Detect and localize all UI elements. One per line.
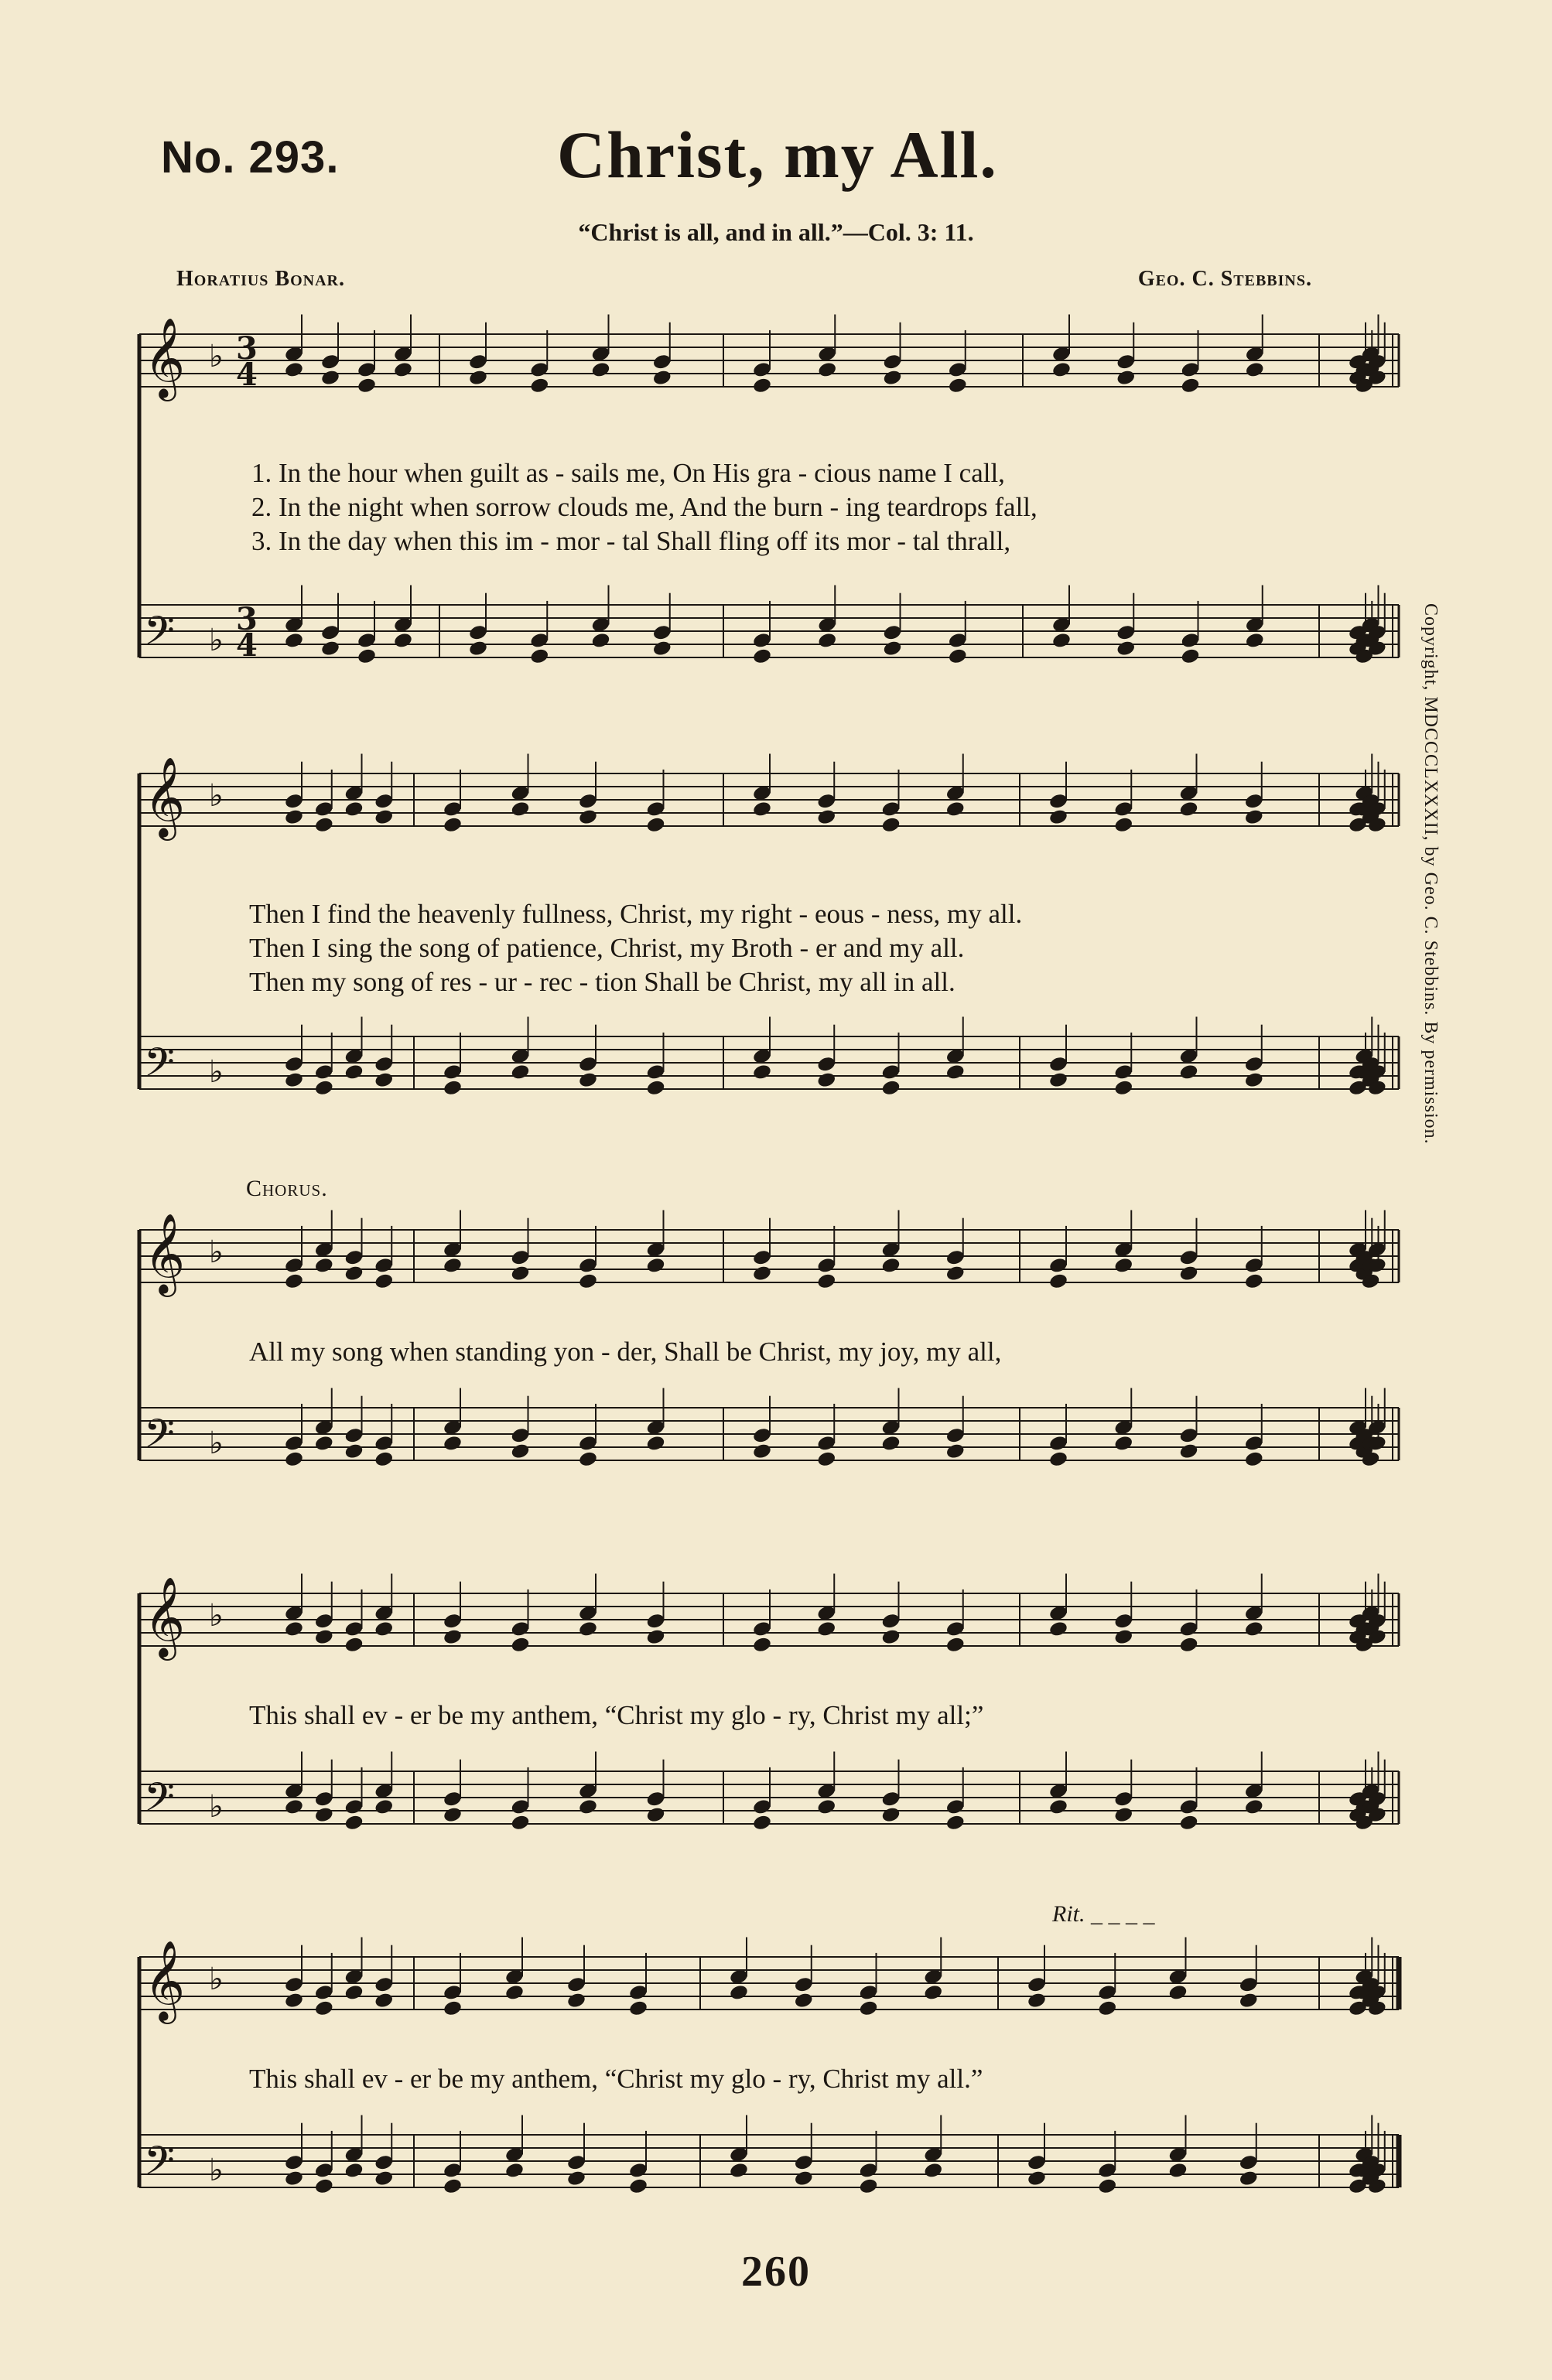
notehead [882,640,902,657]
time-signature-bottom: 4 [236,357,258,393]
notehead [510,1443,530,1460]
notehead [816,1620,836,1638]
notehead [344,1443,364,1460]
notehead [816,1798,836,1816]
notehead [374,2170,394,2187]
notehead [1239,2170,1259,2187]
verse-3-line-2: Then my song of res - ur - rec - tion Shall be Christ, my all in all. [249,967,955,997]
notehead [529,647,549,665]
notehead [443,1435,463,1453]
notehead [1116,369,1136,387]
notehead [652,640,672,657]
notehead [314,1079,334,1097]
notehead [578,1450,598,1468]
notehead [314,1999,334,2017]
notehead [1113,1628,1133,1646]
notehead [645,816,665,834]
notehead [1113,816,1133,834]
notehead [1178,1443,1198,1460]
notehead [1113,1806,1133,1824]
clef-icon: 𝄞 [144,1576,186,1658]
key-flat-icon: ♭ [209,623,224,658]
notehead [314,1806,334,1824]
notehead [443,816,463,834]
notehead [374,1620,394,1638]
notehead [590,361,610,379]
clef-icon: 𝄢 [144,1039,175,1096]
notehead [284,361,304,379]
notehead [752,1265,772,1282]
key-flat-icon: ♭ [209,1054,224,1090]
notehead [945,1443,966,1460]
notehead [1245,632,1265,650]
clef-icon: 𝄞 [144,317,186,399]
notehead [752,1636,772,1654]
notehead [374,1071,394,1089]
notehead [374,808,394,826]
notehead [578,1798,598,1816]
notehead [504,1984,525,2002]
notehead [1051,632,1072,650]
notehead [1167,1984,1188,2002]
notehead [817,632,837,650]
chorus-line-2: This shall ev - er be my anthem, “Christ my glo - ry, Christ my all;” [249,1700,984,1730]
key-flat-icon: ♭ [209,2153,224,2188]
notehead [284,1992,304,2010]
notehead [1048,1071,1068,1089]
notehead [880,1257,901,1275]
notehead [1178,1636,1198,1654]
notehead [880,1806,901,1824]
notehead [510,1064,530,1081]
verse-2-line-1: 2. In the night when sorrow clouds me, And the burn - ing teardrops fall, [251,492,1038,522]
page-number: 260 [741,2248,811,2296]
notehead [645,1257,665,1275]
composer-credit: Geo. C. Stebbins. [1137,267,1312,291]
notehead [1244,1450,1264,1468]
notehead [923,1984,943,2002]
notehead [566,1992,586,2010]
notehead [443,1806,463,1824]
notehead [344,1064,364,1081]
notehead [1244,808,1264,826]
chorus-label: Chorus. [246,1176,328,1201]
notehead [320,369,340,387]
notehead [314,816,334,834]
notehead [1239,1992,1259,2010]
notehead [1180,377,1200,394]
notehead [344,801,364,818]
chorus-line-3: This shall ev - er be my anthem, “Christ my glo - ry, Christ my all.” [249,2064,983,2094]
notehead [578,1620,598,1638]
notehead [923,2162,943,2180]
notehead [794,1992,814,2010]
notehead [284,1071,304,1089]
notehead [529,377,549,394]
time-signature-bottom: 4 [236,627,258,664]
notehead [1048,1450,1068,1468]
clef-icon: 𝄞 [144,756,186,838]
notehead [816,1450,836,1468]
clef-icon: 𝄢 [144,2137,175,2194]
notehead [1244,1071,1264,1089]
notehead [314,1257,334,1275]
key-flat-icon: ♭ [209,1598,224,1634]
notehead [344,1265,364,1282]
notehead [1180,647,1200,665]
notehead [344,1814,364,1832]
key-flat-icon: ♭ [209,1234,224,1270]
notehead [510,1265,530,1282]
notehead [752,801,772,818]
notehead [284,1272,304,1290]
notehead [443,1079,463,1097]
notehead [945,1814,966,1832]
notehead [948,377,968,394]
key-flat-icon: ♭ [209,339,224,374]
notehead [645,1628,665,1646]
key-flat-icon: ♭ [209,1789,224,1825]
notehead [1167,2162,1188,2180]
notehead [1178,1064,1198,1081]
notehead [1116,640,1136,657]
hymn-number: No. 293. [161,132,340,183]
notehead [816,1272,836,1290]
notehead [1244,1798,1264,1816]
notehead [945,801,966,818]
scripture-epigraph: “Christ is all, and in all.”—Col. 3: 11. [578,218,974,246]
notehead [393,632,413,650]
hymn-title: Christ, my All. [557,118,998,192]
notehead [948,647,968,665]
notehead [1048,1798,1068,1816]
notehead [578,1272,598,1290]
chorus-line-1: All my song when standing yon - der, Shall be Christ, my joy, my all, [249,1337,1002,1367]
clef-icon: 𝄞 [144,1940,186,2022]
time-signature-top: 3 [236,330,258,367]
verse-2-line-2: Then I sing the song of patience, Christ, my Broth - er and my all. [249,933,965,963]
notehead [284,1450,304,1468]
copyright-notice: Copyright, MDCCCLXXXII, by Geo. C. Stebbins. By permission. [1420,603,1441,1145]
notehead [645,1806,665,1824]
notehead [578,1071,598,1089]
notehead [374,1272,394,1290]
notehead [1178,1814,1198,1832]
notehead [1244,1620,1264,1638]
notehead [284,1620,304,1638]
clef-icon: 𝄞 [144,1213,186,1295]
notehead [882,369,902,387]
notehead [729,1984,749,2002]
notehead [357,647,377,665]
notehead [510,1636,530,1654]
key-flat-icon: ♭ [209,778,224,814]
notehead [510,1814,530,1832]
notehead [344,2162,364,2180]
verse-1-line-1: 1. In the hour when guilt as - sails me, On His gra - cious name I call, [251,458,1005,488]
notehead [1097,1999,1117,2017]
notehead [628,2177,648,2195]
notehead [1113,1435,1133,1453]
notehead [443,1257,463,1275]
notehead [945,1636,966,1654]
notehead [468,640,488,657]
notehead [320,640,340,657]
notehead [314,2177,334,2195]
notehead [374,1798,394,1816]
notehead [652,369,672,387]
verse-1-line-2: Then I find the heavenly fullness, Christ, my right - eous - ness, my all. [249,899,1023,929]
notehead [284,2170,304,2187]
notehead [945,1265,966,1282]
notehead [752,647,772,665]
notehead [284,808,304,826]
notehead [880,1079,901,1097]
notehead [794,2170,814,2187]
notehead [945,1064,966,1081]
notehead [1048,1620,1068,1638]
notehead [443,1628,463,1646]
notehead [1051,361,1072,379]
notehead [645,1079,665,1097]
notehead [374,1992,394,2010]
clef-icon: 𝄢 [144,1410,175,1467]
clef-icon: 𝄢 [144,1774,175,1831]
notehead [752,377,772,394]
notehead [443,1999,463,2017]
time-signature-top: 3 [236,601,258,637]
notehead [1048,808,1068,826]
notehead [858,1999,878,2017]
notehead [816,1071,836,1089]
notehead [817,361,837,379]
verse-3-line-1: 3. In the day when this im - mor - tal Shall fling off its mor - tal thrall, [251,526,1011,556]
notehead [468,369,488,387]
notehead [393,361,413,379]
notehead [566,2170,586,2187]
notehead [752,1064,772,1081]
notehead [729,2162,749,2180]
notehead [880,1628,901,1646]
notehead [284,632,304,650]
notehead [357,377,377,394]
notehead [880,816,901,834]
key-flat-icon: ♭ [209,1962,224,1997]
clef-icon: 𝄢 [144,607,175,664]
notehead [1027,1992,1047,2010]
notehead [1178,1265,1198,1282]
notehead [858,2177,878,2195]
notehead [314,1628,334,1646]
notehead [1245,361,1265,379]
notehead [374,1450,394,1468]
notehead [1048,1272,1068,1290]
notehead [510,801,530,818]
notehead [344,1984,364,2002]
notehead [590,632,610,650]
notehead [443,2177,463,2195]
notehead [344,1636,364,1654]
notehead [504,2162,525,2180]
notehead [284,1798,304,1816]
notehead [314,1435,334,1453]
notehead [1113,1079,1133,1097]
notehead [752,1814,772,1832]
notehead [816,808,836,826]
notehead [1097,2177,1117,2195]
notehead [628,1999,648,2017]
notehead [880,1435,901,1453]
poet-credit: Horatius Bonar. [176,267,345,291]
notehead [752,1443,772,1460]
notehead [645,1435,665,1453]
notehead [578,808,598,826]
notehead [1113,1257,1133,1275]
notehead [1244,1272,1264,1290]
key-flat-icon: ♭ [209,1426,224,1461]
notehead [1027,2170,1047,2187]
ritardando-mark: Rit. _ _ _ _ [1052,1901,1155,1927]
notehead [1178,801,1198,818]
